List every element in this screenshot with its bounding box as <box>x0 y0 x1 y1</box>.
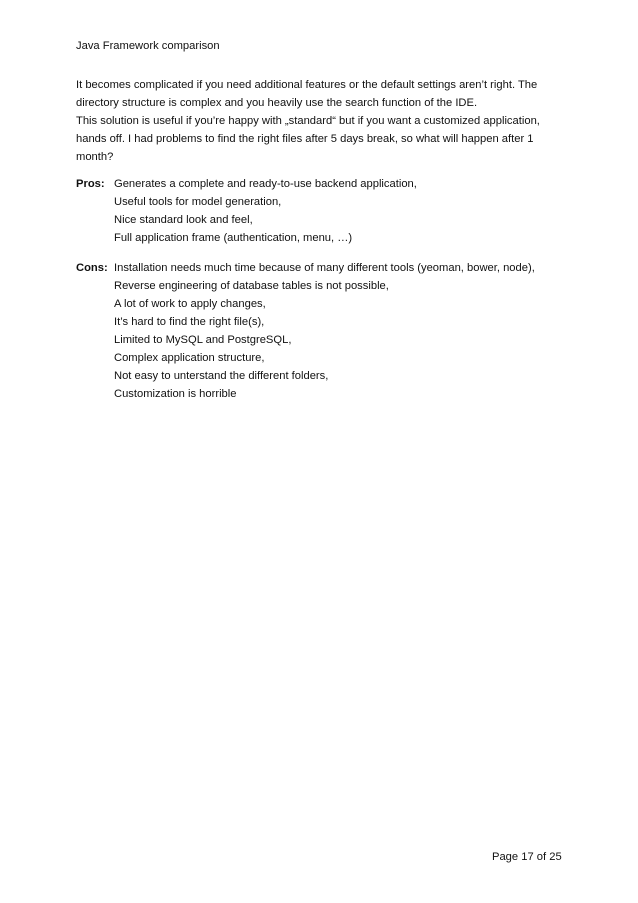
cons-list <box>114 259 535 403</box>
pros-label: Pros: <box>76 178 105 190</box>
pros-item: Nice standard look and feel, <box>114 214 253 226</box>
pros-item: Full application frame (authentication, menu, …) <box>114 232 353 244</box>
cons-item: Not easy to unterstand the different folders, <box>114 370 329 382</box>
cons-item: Complex application structure, <box>114 352 265 364</box>
page-header: Java Framework comparison <box>76 40 220 52</box>
paragraph-line: It becomes complicated if you need additional features or the default settings aren’t right. The <box>76 79 538 91</box>
paragraph-line: directory structure is complex and you heavily use the search function of the IDE. <box>76 97 478 109</box>
intro-paragraph <box>76 76 556 166</box>
cons-item: It’s hard to find the right file(s), <box>114 316 265 328</box>
cons-item: Installation needs much time because of many different tools (yeoman, bower, node), <box>114 262 535 274</box>
pros-item: Generates a complete and ready-to-use backend application, <box>114 178 417 190</box>
pros-item: Useful tools for model generation, <box>114 196 282 208</box>
paragraph-line: month? <box>76 151 114 163</box>
pros-list <box>114 175 417 247</box>
cons-label: Cons: <box>76 262 108 274</box>
page-number: Page 17 of 25 <box>492 851 562 863</box>
cons-item: Reverse engineering of database tables is not possible, <box>114 280 389 292</box>
cons-item: A lot of work to apply changes, <box>114 298 266 310</box>
paragraph-line: hands off. I had problems to find the right files after 5 days break, so what will happen after 1 <box>76 133 534 145</box>
cons-item: Customization is horrible <box>114 388 237 400</box>
paragraph-line: This solution is useful if you’re happy with „standard“ but if you want a customized application, <box>76 115 540 127</box>
cons-item: Limited to MySQL and PostgreSQL, <box>114 334 292 346</box>
